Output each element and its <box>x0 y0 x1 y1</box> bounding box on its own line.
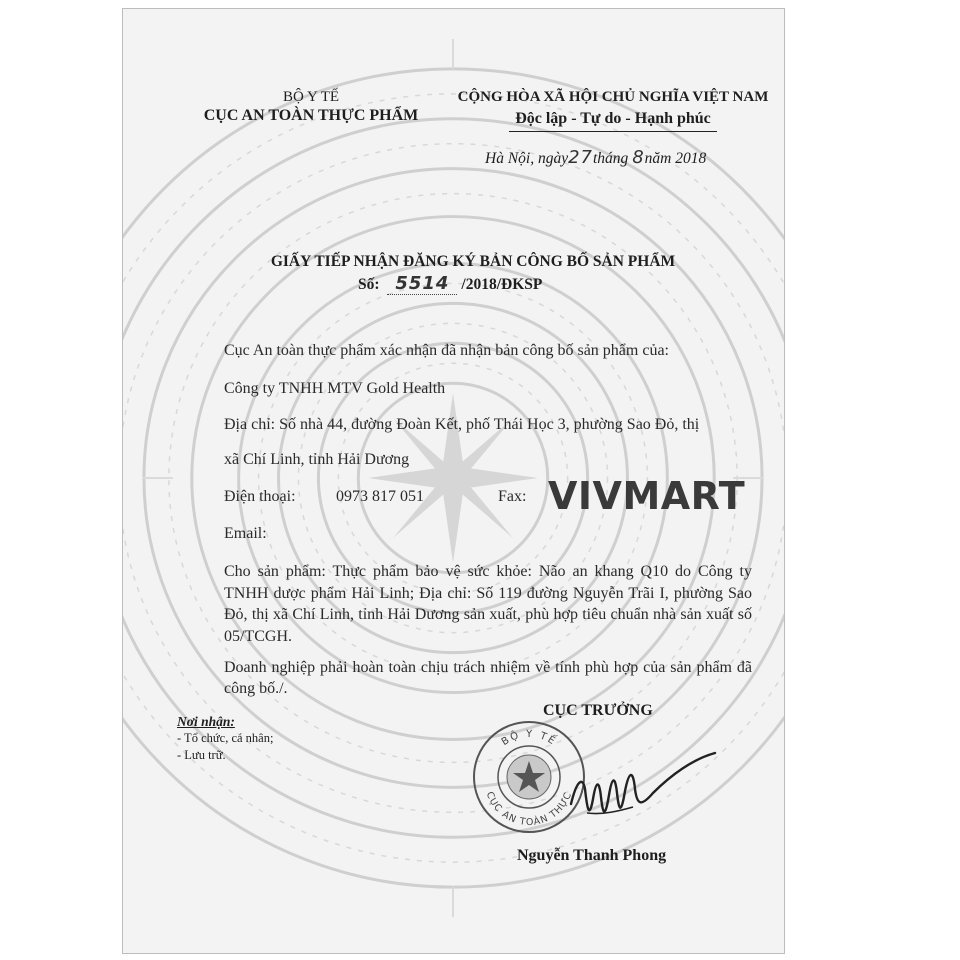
signer-title: CỤC TRƯỞNG <box>543 702 653 719</box>
email-label: Email: <box>224 525 267 542</box>
national-title: CỘNG HÒA XÃ HỘI CHỦ NGHĨA VIỆT NAM <box>457 89 769 105</box>
responsibility-statement: Doanh nghiệp phải hoàn toàn chịu trách nhiệm về tính phù hợp của sản phẩm đã công bố./. <box>224 659 752 697</box>
recipients-title: Nơi nhận: <box>177 714 235 729</box>
seal-text-top: BỘ Y TẾ <box>499 728 559 749</box>
svg-text:BỘ Y TẾ <box>500 728 560 748</box>
seal-text-bottom: CỤC AN TOÀN THỰC <box>483 790 575 829</box>
brand-watermark: VIVMART <box>548 474 746 518</box>
number-value: 5514 <box>395 273 450 294</box>
national-motto: Độc lập - Tự do - Hạnh phúc <box>515 110 711 127</box>
recipient-item: - Tổ chức, cá nhân; <box>177 731 274 745</box>
date-month: 8 <box>632 147 645 168</box>
number-suffix: /2018/ĐKSP <box>461 276 543 293</box>
signer-name: Nguyễn Thanh Phong <box>517 847 667 864</box>
company-name: Công ty TNHH MTV Gold Health <box>224 380 446 397</box>
address-line-2: xã Chí Linh, tỉnh Hải Dương <box>224 451 410 468</box>
handwritten-signature <box>563 749 723 839</box>
issue-date <box>485 147 706 168</box>
number-label: Số: <box>358 276 380 293</box>
date-day: 27 <box>568 147 593 168</box>
fax-label: Fax: <box>498 488 527 505</box>
phone-number: 0973 817 051 <box>336 488 424 505</box>
date-year-label: năm 2018 <box>644 150 707 167</box>
document-title: GIẤY TIẾP NHẬN ĐĂNG KÝ BẢN CÔNG BỐ SẢN PHẨM <box>270 253 676 270</box>
motto-underline <box>509 131 717 132</box>
document-number <box>358 273 542 295</box>
agency-name: CỤC AN TOÀN THỰC PHẨM <box>203 107 419 124</box>
recipient-item: - Lưu trữ. <box>177 748 226 762</box>
date-prefix: Hà Nội, ngày <box>485 150 569 167</box>
address-line-1: Địa chỉ: Số nhà 44, đường Đoàn Kết, phố Thái Học 3, phường Sao Đỏ, thị <box>224 416 700 433</box>
date-month-label: tháng <box>593 150 629 167</box>
ministry-name: BỘ Y TẾ <box>282 89 340 105</box>
phone-label: Điện thoại: <box>224 488 296 505</box>
intro-text: Cục An toàn thực phẩm xác nhận đã nhận bản công bố sản phẩm của: <box>224 342 669 359</box>
product-description: Cho sản phẩm: Thực phẩm bảo vệ sức khỏe: Não an khang Q10 do Công ty TNHH dược phẩm Hải Linh; Địa chỉ: Số 119 đường Nguyễn Trãi I, phường Sao Đỏ, thị xã Chí Linh, tỉnh Hải Dương sản xuất, phù hợp tiêu chuẩn nhà sản xuất số 05/TCGH. <box>224 563 752 645</box>
